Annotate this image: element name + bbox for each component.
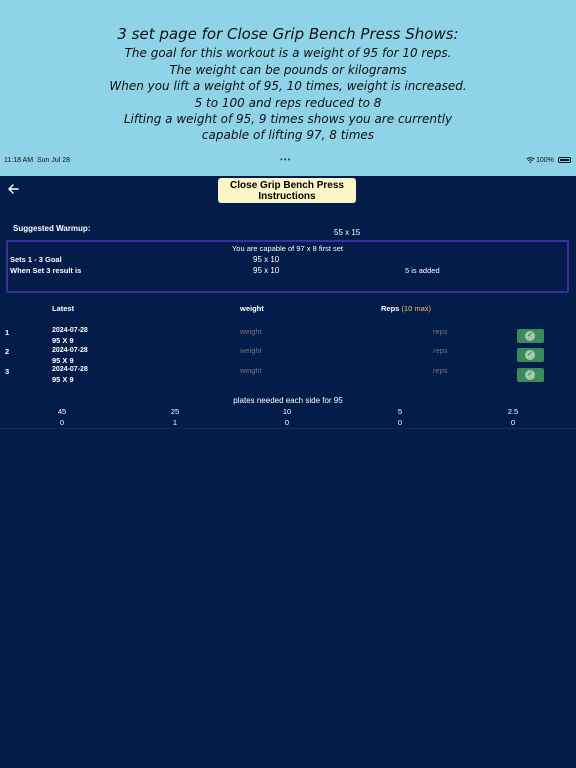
caption-line: Lifting a weight of 95, 9 times shows you are currently bbox=[123, 112, 453, 126]
caption-line: 5 to 100 and reps reduced to 8 bbox=[194, 96, 382, 110]
header-weight: weight bbox=[240, 304, 264, 313]
set-date: 2024-07-28 bbox=[52, 366, 88, 373]
status-bar bbox=[0, 152, 576, 176]
added-text: 5 is added bbox=[405, 266, 440, 275]
plate-weight: 5 bbox=[397, 407, 403, 416]
reps-label: Reps bbox=[381, 304, 400, 313]
reps-max: (10 max) bbox=[401, 304, 432, 313]
plate-count: 0 bbox=[59, 418, 65, 427]
caption-line: The weight can be pounds or kilograms bbox=[169, 63, 407, 77]
result-value: 95 x 10 bbox=[253, 266, 280, 275]
set-date: 2024-07-28 bbox=[52, 347, 88, 354]
instructions-title: Close Grip Bench Press bbox=[230, 180, 344, 191]
goal-panel bbox=[6, 240, 569, 293]
divider bbox=[0, 428, 576, 429]
plates-title: plates needed each side for 95 bbox=[233, 396, 343, 405]
set-previous: 95 X 9 bbox=[52, 375, 74, 384]
caption-line: capable of lifting 97, 8 times bbox=[201, 128, 375, 142]
caption-line: When you lift a weight of 95, 10 times, weight is increased. bbox=[109, 79, 467, 93]
set-number: 3 bbox=[5, 367, 10, 376]
back-button[interactable] bbox=[4, 180, 22, 198]
caption-title: 3 set page for Close Grip Bench Press Shows: bbox=[117, 25, 459, 43]
set-previous: 95 X 9 bbox=[52, 336, 74, 345]
plate-count: 0 bbox=[284, 418, 290, 427]
plate-weight: 10 bbox=[282, 407, 292, 416]
wifi-icon bbox=[526, 156, 535, 164]
weight-input[interactable] bbox=[240, 346, 280, 355]
warmup-value: 55 x 15 bbox=[334, 228, 361, 237]
capable-text: You are capable of 97 x 8 first set bbox=[231, 244, 344, 253]
status-time bbox=[4, 157, 70, 164]
set-date: 2024-07-28 bbox=[52, 327, 88, 334]
weight-input[interactable] bbox=[240, 366, 280, 375]
reps-input[interactable] bbox=[433, 327, 463, 336]
sets-goal-label: Sets 1 - 3 Goal bbox=[10, 255, 62, 264]
reps-input[interactable] bbox=[433, 346, 463, 355]
result-label: When Set 3 result is bbox=[10, 266, 82, 275]
battery-percent: 100% bbox=[536, 157, 554, 164]
check-icon: ✓ bbox=[525, 370, 535, 380]
check-icon: ✓ bbox=[525, 350, 535, 360]
set-number: 2 bbox=[5, 347, 10, 356]
status-date: Sun Jul 28 bbox=[36, 157, 71, 164]
header-reps bbox=[381, 304, 431, 313]
instructions-subtitle: Instructions bbox=[258, 191, 316, 202]
complete-set-button[interactable] bbox=[517, 329, 544, 343]
weight-input[interactable] bbox=[240, 327, 280, 336]
plate-weight: 25 bbox=[170, 407, 180, 416]
complete-set-button[interactable] bbox=[517, 348, 544, 362]
set-previous: 95 X 9 bbox=[52, 356, 74, 365]
caption-banner bbox=[0, 0, 576, 152]
set-number: 1 bbox=[5, 328, 10, 337]
header-latest: Latest bbox=[52, 304, 75, 313]
plate-count: 0 bbox=[510, 418, 516, 427]
battery-icon bbox=[558, 157, 571, 163]
multitask-dots-icon[interactable]: ••• bbox=[280, 155, 292, 164]
plate-weight: 45 bbox=[57, 407, 67, 416]
instructions-button[interactable] bbox=[218, 178, 356, 203]
sets-goal-value: 95 x 10 bbox=[253, 255, 280, 264]
complete-set-button[interactable] bbox=[517, 368, 544, 382]
plate-weight: 2.5 bbox=[507, 407, 519, 416]
plate-count: 1 bbox=[172, 418, 178, 427]
caption-line: The goal for this workout is a weight of 95 for 10 reps. bbox=[124, 46, 452, 60]
workout-screen bbox=[0, 176, 576, 768]
status-clock: 11:18 AM bbox=[4, 157, 34, 164]
reps-input[interactable] bbox=[433, 366, 463, 375]
arrow-left-icon bbox=[7, 183, 19, 195]
plate-count: 0 bbox=[397, 418, 403, 427]
warmup-label: Suggested Warmup: bbox=[13, 224, 91, 233]
check-icon: ✓ bbox=[525, 331, 535, 341]
